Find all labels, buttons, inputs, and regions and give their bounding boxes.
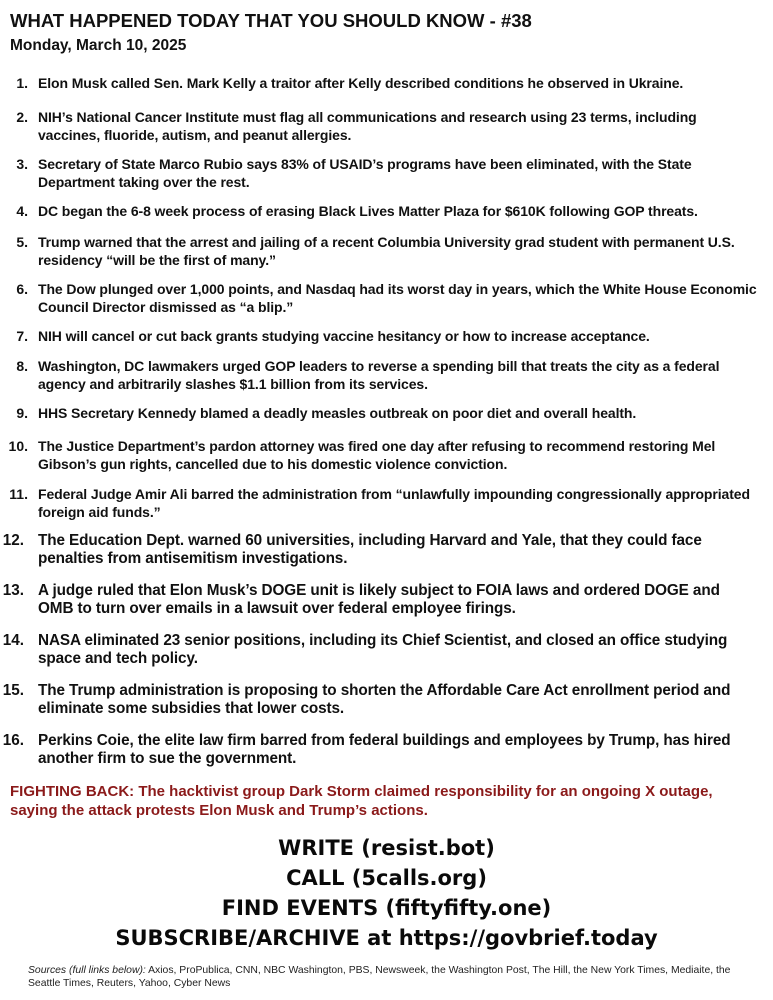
item-number: 5.	[16, 234, 28, 250]
item-number: 6.	[16, 281, 28, 297]
cta-call: CALL (5calls.org)	[286, 866, 487, 890]
item-number: 7.	[16, 328, 28, 344]
item-text: Perkins Coie, the elite law firm barred from federal buildings and employees by Trump, has hired another firm to sue the government.	[38, 732, 731, 767]
item-number: 13.	[2, 582, 24, 599]
item-number: 3.	[16, 156, 28, 172]
page-title: WHAT HAPPENED TODAY THAT YOU SHOULD KNOW - #38	[10, 10, 532, 31]
cta-find-events: FIND EVENTS (fiftyfifty.one)	[221, 896, 552, 920]
item-number: 2.	[16, 109, 28, 125]
sources-lead: Sources (full links below):	[28, 965, 146, 976]
item-number: 10.	[8, 438, 28, 454]
item-text: The Trump administration is proposing to shorten the Affordable Care Act enrollment period and eliminate some subsidies that lower costs.	[38, 682, 731, 717]
item-number: 14.	[2, 632, 24, 649]
item-text: Trump warned that the arrest and jailing of a recent Columbia University grad student with permanent U.S. residency “will be the first of many.”	[38, 234, 735, 268]
item-text: The Education Dept. warned 60 universities, including Harvard and Yale, that they could face penalties from antisemitism investigations.	[38, 532, 702, 567]
item-text: HHS Secretary Kennedy blamed a deadly measles outbreak on poor diet and overall health.	[38, 405, 637, 421]
item-number: 12.	[2, 532, 24, 549]
item-text: NASA eliminated 23 senior positions, including its Chief Scientist, and closed an office studying space and tech policy.	[38, 632, 728, 667]
item-text: A judge ruled that Elon Musk’s DOGE unit is likely subject to FOIA laws and ordered DOGE and OMB to turn over emails in a lawsuit over federal employee firings.	[38, 582, 720, 617]
item-text: NIH will cancel or cut back grants studying vaccine hesitancy or how to increase acceptance.	[38, 328, 650, 344]
item-text: NIH’s National Cancer Institute must flag all communications and research using 23 terms, including vaccines, fluoride, autism, and peanut allergies.	[38, 109, 697, 143]
item-number: 15.	[2, 682, 24, 699]
item-text: Secretary of State Marco Rubio says 83% of USAID’s programs have been eliminated, with the State Department taking over the rest.	[38, 156, 692, 190]
item-number: 9.	[16, 405, 28, 421]
item-text: Federal Judge Amir Ali barred the administration from “unlawfully impounding congressionally appropriated foreign aid funds.”	[38, 486, 750, 520]
item-number: 11.	[9, 486, 28, 502]
item-text: DC began the 6-8 week process of erasing Black Lives Matter Plaza for $610K following GOP threats.	[38, 203, 698, 219]
sources-list: Axios, ProPublica, CNN, NBC Washington, PBS, Newsweek, the Washington Post, The Hill, the New York Times, Mediaite, the Seattle Times, Reuters, Yahoo, Cyber News	[28, 965, 731, 989]
cta-subscribe: SUBSCRIBE/ARCHIVE at https://govbrief.today	[115, 926, 658, 950]
item-text: The Justice Department’s pardon attorney was fired one day after refusing to recommend restoring Mel Gibson’s gun rights, cancelled due to his domestic violence conviction.	[38, 438, 716, 472]
fighting-back-note: FIGHTING BACK: The hacktivist group Dark Storm claimed responsibility for an ongoing X outage, saying the attack protests Elon Musk and Trump’s actions.	[10, 783, 713, 819]
item-text: Elon Musk called Sen. Mark Kelly a traitor after Kelly described conditions he observed in Ukraine.	[38, 75, 684, 91]
item-number: 1.	[16, 75, 28, 91]
item-number: 4.	[16, 203, 28, 219]
item-text: Washington, DC lawmakers urged GOP leaders to reverse a spending bill that treats the city as a federal agency and arbitrarily slashes $1.1 billion from its services.	[38, 358, 720, 392]
item-number: 16.	[2, 732, 24, 749]
page-date: Monday, March 10, 2025	[10, 37, 187, 54]
item-text: The Dow plunged over 1,000 points, and Nasdaq had its worst day in years, which the White House Economic Council Director dismissed as “a blip.”	[38, 281, 757, 315]
sources-footnote	[28, 964, 748, 990]
cta-write: WRITE (resist.bot)	[278, 836, 495, 860]
item-number: 8.	[16, 358, 28, 374]
